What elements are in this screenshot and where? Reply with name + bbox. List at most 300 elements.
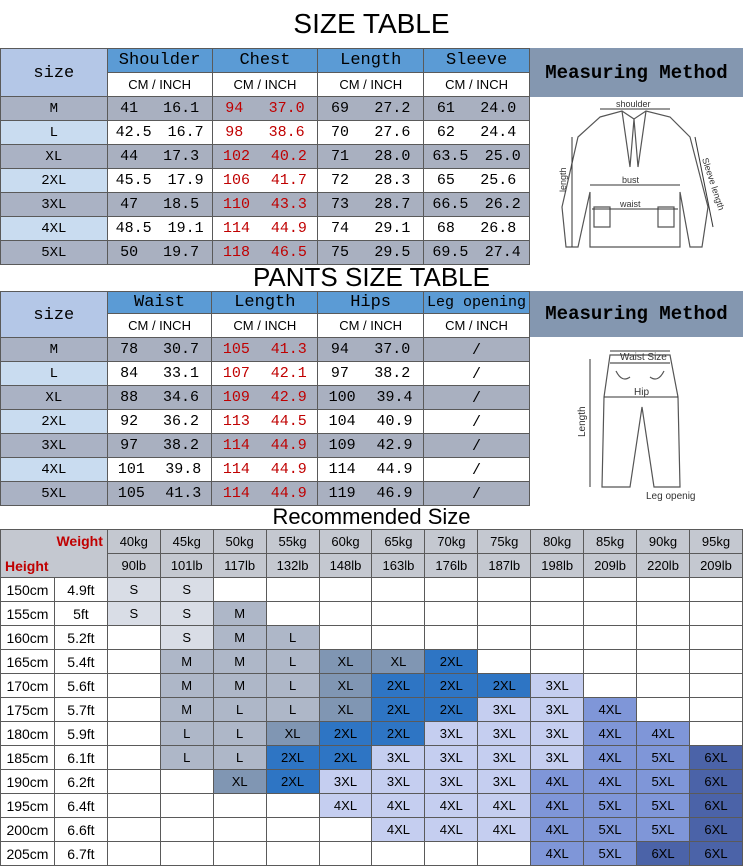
inch-value: 25.6: [480, 172, 517, 189]
cm-value: 105: [222, 341, 250, 358]
recommended-size-cell: [689, 626, 742, 650]
recommended-size-cell: 4XL: [372, 818, 425, 842]
cm-value: 97: [120, 437, 139, 454]
recommended-size-cell: [372, 626, 425, 650]
height-cm: 190cm: [1, 770, 55, 794]
recommended-size-cell: 2XL: [319, 746, 372, 770]
pants-measuring-method-label: Measuring Method: [530, 291, 743, 337]
recommended-size-cell: [689, 674, 742, 698]
recommended-size-cell: [637, 650, 690, 674]
measurement-cell: [318, 97, 424, 121]
height-ft: 5ft: [54, 602, 107, 626]
recommended-size-cell: L: [266, 698, 319, 722]
recommended-size-cell: M: [160, 698, 213, 722]
recommended-size-cell: [213, 842, 266, 866]
recommended-size-cell: [107, 770, 160, 794]
inch-value: 38.6: [268, 124, 305, 141]
inch-value: 29.1: [374, 220, 411, 237]
size-label: 4XL: [1, 458, 108, 482]
recommended-size-cell: 3XL: [478, 770, 531, 794]
height-cm: 155cm: [1, 602, 55, 626]
weight-kg-header: 95kg: [689, 530, 742, 554]
pants-table-title: PANTS SIZE TABLE: [253, 262, 490, 292]
recommended-size-cell: [213, 794, 266, 818]
recommended-size-cell: 3XL: [478, 698, 531, 722]
measurement-cell: [107, 121, 212, 145]
height-row: [1, 602, 743, 626]
measurement-cell: [212, 458, 318, 482]
recommended-size-cell: 6XL: [689, 818, 742, 842]
height-row: [1, 578, 743, 602]
measurement-cell: [212, 121, 318, 145]
height-ft: 6.2ft: [54, 770, 107, 794]
inch-value: 36.2: [162, 413, 199, 430]
inch-value: 30.7: [162, 341, 199, 358]
measurement-cell: [212, 169, 318, 193]
cm-value: 66.5: [432, 196, 469, 213]
measurement-cell: [212, 410, 318, 434]
pants-table: [0, 291, 530, 506]
measurement-cell: [107, 169, 212, 193]
recommended-size-cell: [425, 602, 478, 626]
size-table: [0, 48, 530, 265]
cm-value: 97: [330, 365, 349, 382]
size-row: [1, 97, 530, 121]
inch-value: 16.7: [167, 124, 204, 141]
height-cm: 200cm: [1, 818, 55, 842]
recommended-size-cell: 6XL: [689, 794, 742, 818]
height-label: Height: [5, 558, 49, 574]
recommended-size-cell: [160, 818, 213, 842]
weight-lb-header: 132lb: [266, 554, 319, 578]
recommended-size-cell: M: [213, 626, 266, 650]
size-label: M: [1, 338, 108, 362]
recommended-size-cell: [319, 818, 372, 842]
unit-label: CM / INCH: [318, 73, 424, 97]
recommended-size-cell: [425, 578, 478, 602]
cm-value: 84: [120, 365, 139, 382]
recommended-size-cell: 3XL: [531, 746, 584, 770]
height-row: [1, 722, 743, 746]
recommended-size-cell: M: [160, 650, 213, 674]
size-label: 5XL: [1, 241, 108, 265]
svg-text:bust: bust: [622, 175, 640, 185]
weight-lb-header: 90lb: [107, 554, 160, 578]
recommended-size-cell: M: [213, 650, 266, 674]
height-row: [1, 626, 743, 650]
recommended-size-cell: [107, 722, 160, 746]
recommended-size-cell: [478, 578, 531, 602]
weight-kg-header: 70kg: [425, 530, 478, 554]
measurement-cell: [107, 434, 212, 458]
svg-text:shoulder: shoulder: [616, 99, 651, 109]
cm-value: 94: [330, 341, 349, 358]
measurement-cell: [424, 145, 530, 169]
unit-label: CM / INCH: [318, 314, 424, 338]
size-label: 4XL: [1, 217, 108, 241]
cm-value: 68: [436, 220, 455, 237]
measurement-value: /: [471, 461, 481, 479]
recommended-size-cell: [319, 578, 372, 602]
measurement-cell: [424, 217, 530, 241]
inch-value: 27.4: [484, 244, 521, 261]
size-label: 2XL: [1, 410, 108, 434]
cm-value: 114: [222, 485, 250, 502]
inch-value: 46.5: [270, 244, 307, 261]
recommended-size-cell: 6XL: [689, 770, 742, 794]
recommended-size-cell: 2XL: [425, 674, 478, 698]
cm-value: 109: [222, 389, 250, 406]
recommended-size-cell: 5XL: [584, 794, 637, 818]
recommended-size-cell: 4XL: [584, 770, 637, 794]
measurement-cell: [318, 362, 424, 386]
height-cm: 150cm: [1, 578, 55, 602]
recommended-size-cell: [213, 578, 266, 602]
measurement-cell: [318, 482, 424, 506]
recommended-size-cell: [107, 842, 160, 866]
recommended-size-cell: XL: [266, 722, 319, 746]
cm-value: 94: [225, 100, 244, 117]
weight-kg-header: 75kg: [478, 530, 531, 554]
measurement-cell: [212, 482, 318, 506]
measurement-cell: [212, 241, 318, 265]
size-column-header: size: [1, 292, 108, 338]
recommended-size-cell: XL: [213, 770, 266, 794]
recommended-size-cell: [107, 794, 160, 818]
recommended-size-cell: 2XL: [372, 722, 425, 746]
measurement-cell: [212, 145, 318, 169]
recommended-size-cell: 3XL: [425, 722, 478, 746]
height-ft: 5.6ft: [54, 674, 107, 698]
size-row: [1, 482, 530, 506]
recommended-size-cell: 2XL: [266, 770, 319, 794]
recommended-size-cell: [478, 626, 531, 650]
size-row: [1, 241, 530, 265]
measurement-cell: [424, 482, 530, 506]
inch-value: 41.7: [270, 172, 307, 189]
height-ft: 5.2ft: [54, 626, 107, 650]
recommended-size-cell: 4XL: [478, 818, 531, 842]
recommended-size-cell: S: [107, 578, 160, 602]
recommended-size-cell: [689, 650, 742, 674]
measurement-cell: [318, 169, 424, 193]
size-row: [1, 217, 530, 241]
recommended-size-cell: [637, 698, 690, 722]
recommended-size-cell: 3XL: [531, 674, 584, 698]
recommended-size-cell: [213, 818, 266, 842]
weight-lb-header: 209lb: [584, 554, 637, 578]
measurement-cell: [318, 458, 424, 482]
height-cm: 160cm: [1, 626, 55, 650]
measurement-value: /: [471, 365, 481, 383]
inch-value: 29.5: [374, 244, 411, 261]
unit-label: CM / INCH: [424, 314, 530, 338]
height-row: [1, 842, 743, 866]
recommended-size-cell: L: [266, 650, 319, 674]
inch-value: 38.2: [162, 437, 199, 454]
height-row: [1, 674, 743, 698]
size-label: L: [1, 121, 108, 145]
cm-value: 47: [120, 196, 139, 213]
recommended-size-cell: XL: [319, 674, 372, 698]
recommended-size-cell: 4XL: [478, 794, 531, 818]
weight-lb-header: 220lb: [637, 554, 690, 578]
recommended-size-cell: L: [266, 626, 319, 650]
weight-lb-header: 198lb: [531, 554, 584, 578]
recommended-size-cell: [689, 578, 742, 602]
measurement-cell: [107, 410, 212, 434]
measurement-cell: [212, 338, 318, 362]
cm-value: 41: [120, 100, 139, 117]
recommended-size-cell: [266, 818, 319, 842]
recommended-size-cell: [107, 674, 160, 698]
inch-value: 24.4: [480, 124, 517, 141]
measurement-cell: [212, 97, 318, 121]
measurement-cell: [318, 241, 424, 265]
recommended-size-cell: [531, 650, 584, 674]
measurement-cell: [212, 193, 318, 217]
recommended-size-cell: [531, 626, 584, 650]
sleeve-header: Sleeve: [424, 49, 530, 73]
cm-value: 71: [331, 148, 350, 165]
inch-value: 27.2: [374, 100, 411, 117]
height-ft: 6.7ft: [54, 842, 107, 866]
measurement-value: /: [471, 413, 481, 431]
recommended-size-cell: [425, 842, 478, 866]
inch-value: 19.1: [167, 220, 204, 237]
height-ft: 6.1ft: [54, 746, 107, 770]
cm-value: 42.5: [115, 124, 152, 141]
measurement-cell: [107, 97, 212, 121]
inch-value: 28.0: [374, 148, 411, 165]
cm-value: 75: [331, 244, 350, 261]
svg-text:waist: waist: [620, 199, 641, 209]
size-row: [1, 338, 530, 362]
recommended-size-cell: 3XL: [478, 722, 531, 746]
recommended-size-cell: 3XL: [319, 770, 372, 794]
height-ft: 5.9ft: [54, 722, 107, 746]
recommended-size-cell: [425, 626, 478, 650]
recommended-size-cell: [584, 674, 637, 698]
length-header: Length: [318, 49, 424, 73]
cm-value: 44: [120, 148, 139, 165]
recommended-size-cell: [266, 602, 319, 626]
inch-value: 44.5: [270, 413, 307, 430]
svg-text:Length: Length: [577, 406, 588, 437]
recommended-size-cell: [584, 602, 637, 626]
measurement-cell: [318, 121, 424, 145]
height-cm: 195cm: [1, 794, 55, 818]
recommended-size-cell: 6XL: [689, 746, 742, 770]
measuring-method-label: Measuring Method: [530, 48, 743, 97]
weight-lb-header: 187lb: [478, 554, 531, 578]
measurement-cell: [318, 145, 424, 169]
recommended-size-cell: [689, 722, 742, 746]
measurement-cell: [318, 217, 424, 241]
measurement-cell: [212, 386, 318, 410]
height-row: [1, 794, 743, 818]
weight-kg-header: 50kg: [213, 530, 266, 554]
inch-value: 16.1: [163, 100, 200, 117]
measurement-cell: [318, 386, 424, 410]
recommended-size-cell: [531, 578, 584, 602]
recommended-size-cell: L: [160, 746, 213, 770]
measurement-cell: [212, 217, 318, 241]
cm-value: 110: [223, 196, 251, 213]
recommended-size-cell: [584, 626, 637, 650]
cm-value: 105: [117, 485, 145, 502]
cm-value: 114: [223, 220, 251, 237]
svg-text:Waist Size: Waist Size: [620, 352, 667, 363]
inch-value: 41.3: [270, 341, 307, 358]
size-label: L: [1, 362, 108, 386]
recommended-size-cell: 3XL: [531, 698, 584, 722]
pants-diagram-svg: [530, 337, 743, 505]
recommended-size-cell: 3XL: [372, 746, 425, 770]
recommended-size-cell: [319, 626, 372, 650]
recommended-size-cell: 3XL: [425, 770, 478, 794]
svg-text:length: length: [558, 167, 568, 192]
unit-label: CM / INCH: [212, 314, 318, 338]
pants-length-header: Length: [212, 292, 318, 314]
recommended-size-cell: 3XL: [531, 722, 584, 746]
measurement-cell: [424, 458, 530, 482]
measurement-cell: [424, 241, 530, 265]
recommended-size-cell: 4XL: [531, 770, 584, 794]
pants-diagram: [530, 337, 743, 505]
recommended-size-cell: [637, 602, 690, 626]
size-label: 3XL: [1, 193, 108, 217]
height-ft: 6.4ft: [54, 794, 107, 818]
height-row: [1, 818, 743, 842]
inch-value: 27.6: [374, 124, 411, 141]
measurement-cell: [424, 386, 530, 410]
measurement-cell: [318, 434, 424, 458]
cm-value: 72: [331, 172, 350, 189]
recommended-size-cell: 4XL: [584, 698, 637, 722]
weight-lb-header: 101lb: [160, 554, 213, 578]
cm-value: 101: [117, 461, 145, 478]
recommended-size-cell: [107, 818, 160, 842]
jacket-diagram-svg: [530, 97, 743, 264]
cm-value: 48.5: [115, 220, 152, 237]
measurement-cell: [107, 482, 212, 506]
size-table-title: SIZE TABLE: [293, 8, 450, 39]
size-label: 3XL: [1, 434, 108, 458]
recommended-size-cell: [319, 602, 372, 626]
svg-text:Leg openig: Leg openig: [646, 491, 696, 502]
recommended-size-cell: [584, 578, 637, 602]
inch-value: 37.0: [268, 100, 305, 117]
hips-header: Hips: [318, 292, 424, 314]
recommended-size-cell: 5XL: [637, 794, 690, 818]
recommended-size-cell: 5XL: [637, 818, 690, 842]
measurement-cell: [318, 410, 424, 434]
weight-kg-header: 85kg: [584, 530, 637, 554]
inch-value: 19.7: [163, 244, 200, 261]
weight-lb-header: 148lb: [319, 554, 372, 578]
measurement-cell: [212, 434, 318, 458]
height-cm: 165cm: [1, 650, 55, 674]
recommended-size-cell: [160, 770, 213, 794]
cm-value: 65: [436, 172, 455, 189]
unit-label: CM / INCH: [107, 314, 212, 338]
recommended-size-cell: 4XL: [584, 746, 637, 770]
weight-lb-header: 163lb: [372, 554, 425, 578]
weight-kg-header: 80kg: [531, 530, 584, 554]
cm-value: 106: [223, 172, 251, 189]
inch-value: 37.0: [374, 341, 411, 358]
size-row: [1, 121, 530, 145]
size-label: 2XL: [1, 169, 108, 193]
cm-value: 78: [120, 341, 139, 358]
recommended-size-table: [0, 529, 743, 866]
recommended-size-cell: S: [160, 578, 213, 602]
inch-value: 44.9: [270, 485, 307, 502]
recommended-size-cell: [372, 842, 425, 866]
recommended-size-cell: [266, 794, 319, 818]
measurement-cell: [318, 338, 424, 362]
recommended-size-cell: [160, 794, 213, 818]
measurement-cell: [107, 193, 212, 217]
weight-kg-header: 65kg: [372, 530, 425, 554]
cm-value: 69: [331, 100, 350, 117]
weight-label: Weight: [56, 533, 103, 549]
inch-value: 24.0: [480, 100, 517, 117]
recommended-size-cell: 4XL: [531, 794, 584, 818]
recommended-size-cell: [266, 842, 319, 866]
recommended-size-cell: 2XL: [425, 650, 478, 674]
cm-value: 119: [328, 485, 356, 502]
inch-value: 42.1: [270, 365, 307, 382]
cm-value: 113: [222, 413, 250, 430]
size-label: 5XL: [1, 482, 108, 506]
measurement-cell: [424, 338, 530, 362]
cm-value: 62: [436, 124, 455, 141]
weight-kg-header: 40kg: [107, 530, 160, 554]
recommended-size-cell: L: [213, 698, 266, 722]
recommended-size-cell: 2XL: [372, 674, 425, 698]
weight-lb-header: 209lb: [689, 554, 742, 578]
weight-lb-header: 117lb: [213, 554, 266, 578]
chest-header: Chest: [212, 49, 318, 73]
recommended-size-cell: 6XL: [637, 842, 690, 866]
recommended-size-cell: [689, 698, 742, 722]
cm-value: 100: [328, 389, 356, 406]
recommended-size-cell: 6XL: [689, 842, 742, 866]
recommended-size-cell: 5XL: [637, 770, 690, 794]
recommended-size-cell: [637, 674, 690, 698]
inch-value: 42.9: [376, 437, 413, 454]
inch-value: 17.9: [167, 172, 204, 189]
height-ft: 5.4ft: [54, 650, 107, 674]
measurement-cell: [107, 362, 212, 386]
unit-label: CM / INCH: [107, 73, 212, 97]
recommended-size-cell: 3XL: [372, 770, 425, 794]
recommended-size-cell: 4XL: [319, 794, 372, 818]
recommended-size-cell: 4XL: [531, 842, 584, 866]
cm-value: 61: [436, 100, 455, 117]
recommended-size-cell: [160, 842, 213, 866]
inch-value: 44.9: [270, 437, 307, 454]
weight-kg-header: 45kg: [160, 530, 213, 554]
recommended-size-cell: [478, 602, 531, 626]
recommended-size-cell: XL: [319, 698, 372, 722]
measurement-cell: [424, 434, 530, 458]
measurement-value: /: [471, 389, 481, 407]
measurement-cell: [424, 97, 530, 121]
measurement-cell: [424, 362, 530, 386]
